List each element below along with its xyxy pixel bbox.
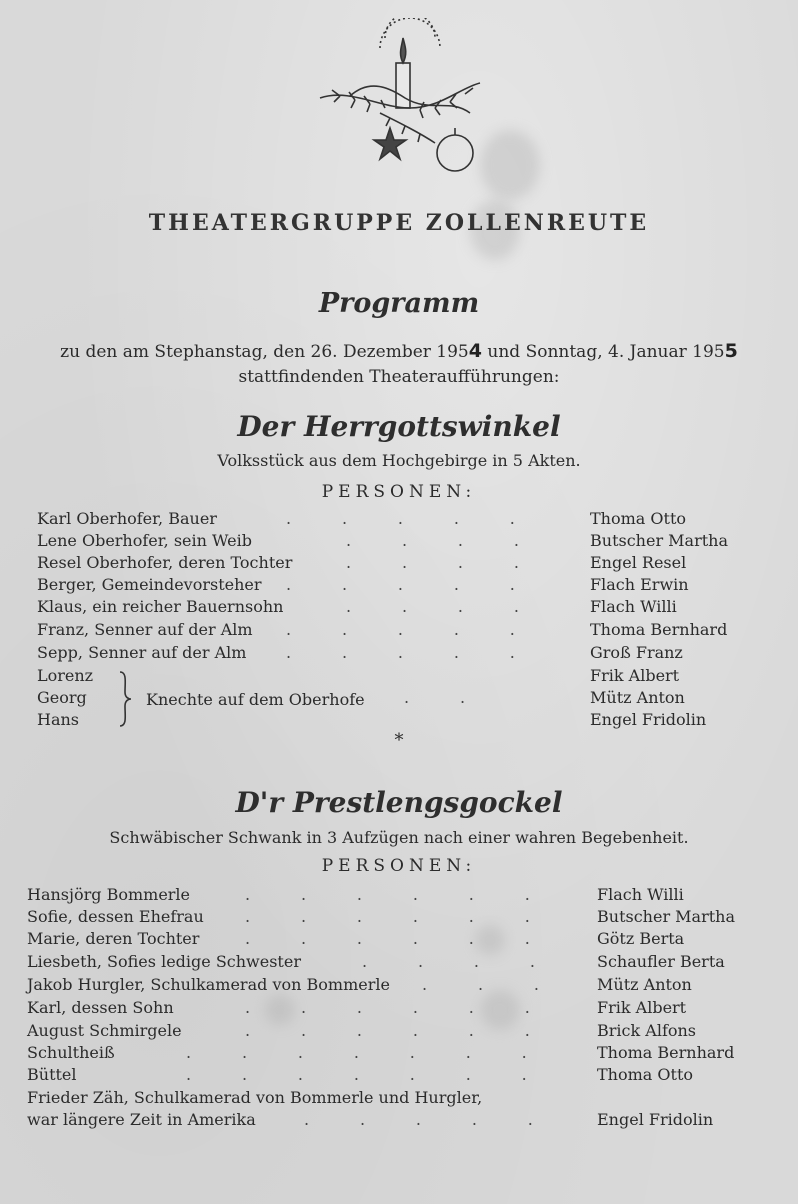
- handwritten-year-digit-2: 5: [724, 340, 738, 362]
- leader-dots: . . . . . .: [245, 907, 530, 926]
- cast-role: Klaus, ein reicher Bauernsohn: [37, 597, 284, 616]
- cast-actor: Groß Franz: [590, 643, 683, 662]
- leader-dots: . . . . . .: [245, 1021, 530, 1040]
- cast-actor: Thoma Otto: [590, 509, 687, 528]
- cast-actor: Flach Willi: [597, 885, 684, 904]
- cast-actor: Götz Berta: [597, 929, 685, 948]
- cast-actor: Schaufler Berta: [597, 952, 725, 971]
- leader-dots: . .: [404, 688, 466, 707]
- cast-actor: Flach Erwin: [590, 575, 689, 594]
- cast-role: Hans: [37, 710, 80, 729]
- cast-actor: Engel Resel: [590, 553, 687, 572]
- candle-christmas-ornament-icon: [310, 18, 490, 178]
- cast-actor: Butscher Martha: [590, 531, 729, 550]
- leader-dots: . . . . . . .: [186, 1043, 527, 1062]
- brace-icon: [117, 670, 133, 728]
- cast-role: Georg: [37, 688, 87, 707]
- cast-role: Berger, Gemeindevorsteher: [37, 575, 262, 594]
- cast-role: Karl, dessen Sohn: [27, 998, 174, 1017]
- cast-actor: Thoma Bernhard: [597, 1043, 735, 1062]
- cast-actor: Mütz Anton: [590, 688, 685, 707]
- play1-personen-label: PERSONEN:: [321, 482, 477, 502]
- leader-dots: . . . . . .: [245, 885, 530, 904]
- cast-role: Lene Oberhofer, sein Weib: [37, 531, 252, 550]
- program-title: Programm: [318, 288, 480, 319]
- cast-role: Franz, Senner auf der Alm: [37, 620, 253, 639]
- intro-text-part1: zu den am Stephanstag, den 26. Dezember 195: [60, 342, 469, 362]
- leader-dots: . . . .: [346, 531, 519, 550]
- play2-subtitle: Schwäbischer Schwank in 3 Aufzügen nach einer wahren Begebenheit.: [109, 828, 689, 847]
- cast-role: Marie, deren Tochter: [27, 929, 200, 948]
- cast-role: Lorenz: [37, 666, 94, 685]
- cast-role: Jakob Hurgler, Schulkamerad von Bommerle: [27, 975, 390, 994]
- cast-actor: Thoma Otto: [597, 1065, 694, 1084]
- cast-actor: Frik Albert: [590, 666, 680, 685]
- group-label-knechte: Knechte auf dem Oberhofe: [146, 690, 365, 709]
- play2-personen-label: PERSONEN:: [321, 856, 477, 876]
- cast-role: Büttel: [27, 1065, 77, 1084]
- cast-actor: Thoma Bernhard: [590, 620, 728, 639]
- cast-role: Liesbeth, Sofies ledige Schwester: [27, 952, 301, 971]
- leader-dots: . . . .: [346, 553, 519, 572]
- leader-dots: . . . . .: [286, 575, 515, 594]
- leader-dots: . . . . .: [286, 509, 515, 528]
- cast-actor: Frik Albert: [597, 998, 687, 1017]
- cast-role: Resel Oberhofer, deren Tochter: [37, 553, 293, 572]
- play1-subtitle: Volksstück aus dem Hochgebirge in 5 Akten.: [217, 451, 581, 470]
- separator-asterisk: *: [394, 730, 404, 751]
- organization-title: THEATERGRUPPE ZOLLENREUTE: [148, 210, 650, 236]
- leader-dots: . . . . .: [286, 643, 515, 662]
- cast-role: Karl Oberhofer, Bauer: [37, 509, 217, 528]
- cast-actor: Flach Willi: [590, 597, 677, 616]
- cast-role: war längere Zeit in Amerika: [27, 1110, 256, 1129]
- leader-dots: . . . .: [362, 952, 535, 971]
- cast-role: Frieder Zäh, Schulkamerad von Bommerle und Hurgler,: [27, 1088, 483, 1107]
- cast-actor: Mütz Anton: [597, 975, 692, 994]
- intro-line-2: stattfindenden Theateraufführungen:: [238, 367, 560, 387]
- leader-dots: . . . . . .: [245, 998, 530, 1017]
- handwritten-year-digit-1: 4: [468, 340, 482, 362]
- cast-actor: Engel Fridolin: [590, 710, 707, 729]
- intro-text-part2: und Sonntag, 4. Januar 195: [487, 342, 725, 362]
- cast-role: Sofie, dessen Ehefrau: [27, 907, 204, 926]
- cast-role: August Schmirgele: [27, 1021, 182, 1040]
- leader-dots: . . .: [422, 975, 539, 994]
- leader-dots: . . . . . . .: [186, 1065, 527, 1084]
- cast-actor: Brick Alfons: [597, 1021, 697, 1040]
- cast-role: Sepp, Senner auf der Alm: [37, 643, 247, 662]
- leader-dots: . . . . .: [286, 620, 515, 639]
- leader-dots: . . . .: [346, 597, 519, 616]
- cast-role: Hansjörg Bommerle: [27, 885, 191, 904]
- play1-title: Der Herrgottswinkel: [237, 410, 561, 443]
- cast-actor: Butscher Martha: [597, 907, 736, 926]
- cast-actor: Engel Fridolin: [597, 1110, 714, 1129]
- leader-dots: . . . . . .: [245, 929, 530, 948]
- play2-title: D'r Prestlengsgockel: [235, 786, 563, 819]
- cast-role: Schultheiß: [27, 1043, 115, 1062]
- intro-line-1: [0, 340, 798, 362]
- leader-dots: . . . . .: [304, 1110, 533, 1129]
